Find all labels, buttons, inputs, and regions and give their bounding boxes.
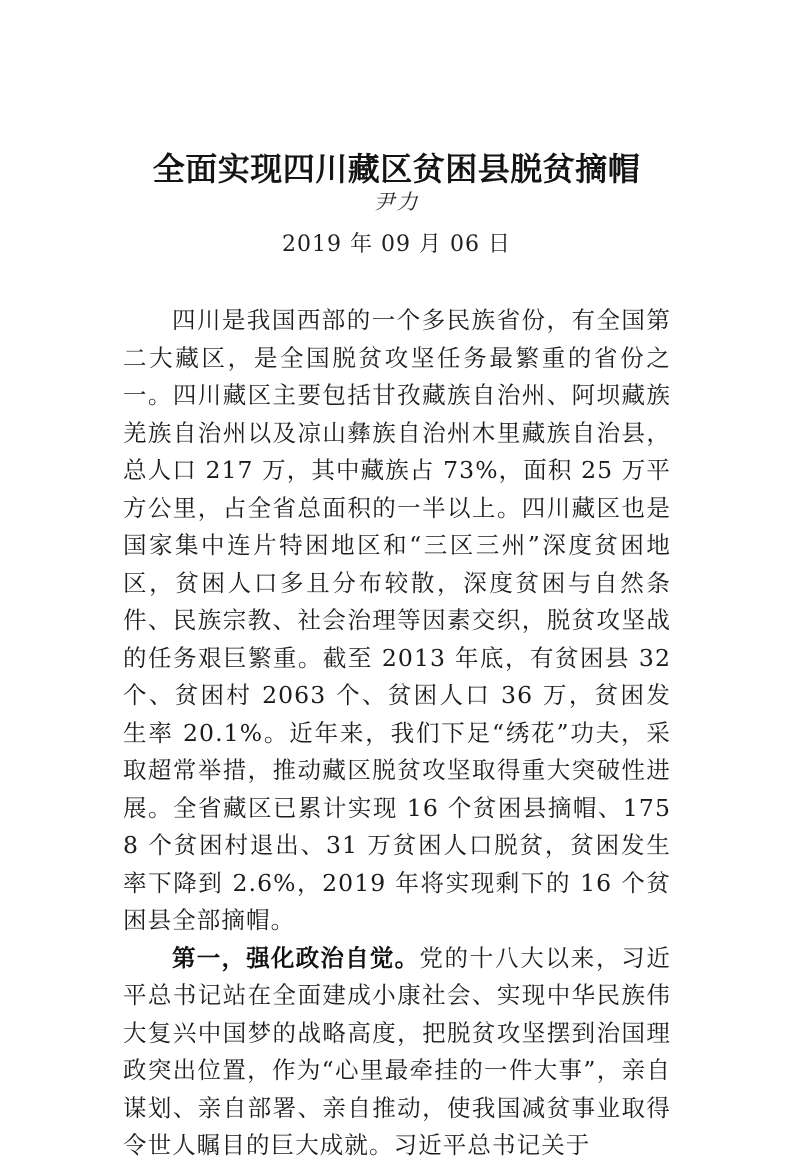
paragraph-intro	[123, 302, 671, 940]
paragraph-text: 四川是我国西部的一个多民族省份，有全国第二大藏区，是全国脱贫攻坚任务最繁重的省份之一。四川藏区主要包括甘孜藏族自治州、阿坝藏族羌族自治州以及凉山彝族自治州木里藏族自治县，总人口 217 万，其中藏族占 73%，面积 25 万平方公里，占全省总面积的一半以上。四川藏区也是国家集中连片特困地区和“三区三州”深度贫困地区，贫困人口多且分布较散，深度贫困与自然条件、民族宗教、社会治理等因素交织，脱贫攻坚战的任务艰巨繁重。截至 2013 年底，有贫困县 32 个、贫困村 2063 个、贫困人口 36 万，贫困发生率 20.1%。近年来，我们下足“绣花”功夫，采取超常举措，推动藏区脱贫攻坚取得重大突破性进展。全省藏区已累计实现 16 个贫困县摘帽、1758 个贫困村退出、31 万贫困人口脱贫，贫困发生率下降到 2.6%，2019 年将实现剩下的 16 个贫困县全部摘帽。	[123, 306, 671, 934]
paragraph-lead-in: 第一，强化政治自觉。	[172, 943, 420, 972]
document-body	[123, 302, 671, 1165]
page-title: 全面实现四川藏区贫困县脱贫摘帽	[152, 150, 641, 189]
paragraph-section-one	[123, 940, 671, 1165]
document-date: 2019 年 09 月 06 日	[282, 232, 511, 257]
paragraph-text: 党的十八大以来，习近平总书记站在全面建成小康社会、实现中华民族伟大复兴中国梦的战略高度，把脱贫攻坚摆到治国理政突出位置，作为“心里最牵挂的一件大事”，亲自谋划、亲自部署、亲自推动，使我国减贫事业取得令世人瞩目的巨大成就。习近平总书记关于	[123, 943, 672, 1159]
document-author: 尹力	[373, 190, 420, 214]
